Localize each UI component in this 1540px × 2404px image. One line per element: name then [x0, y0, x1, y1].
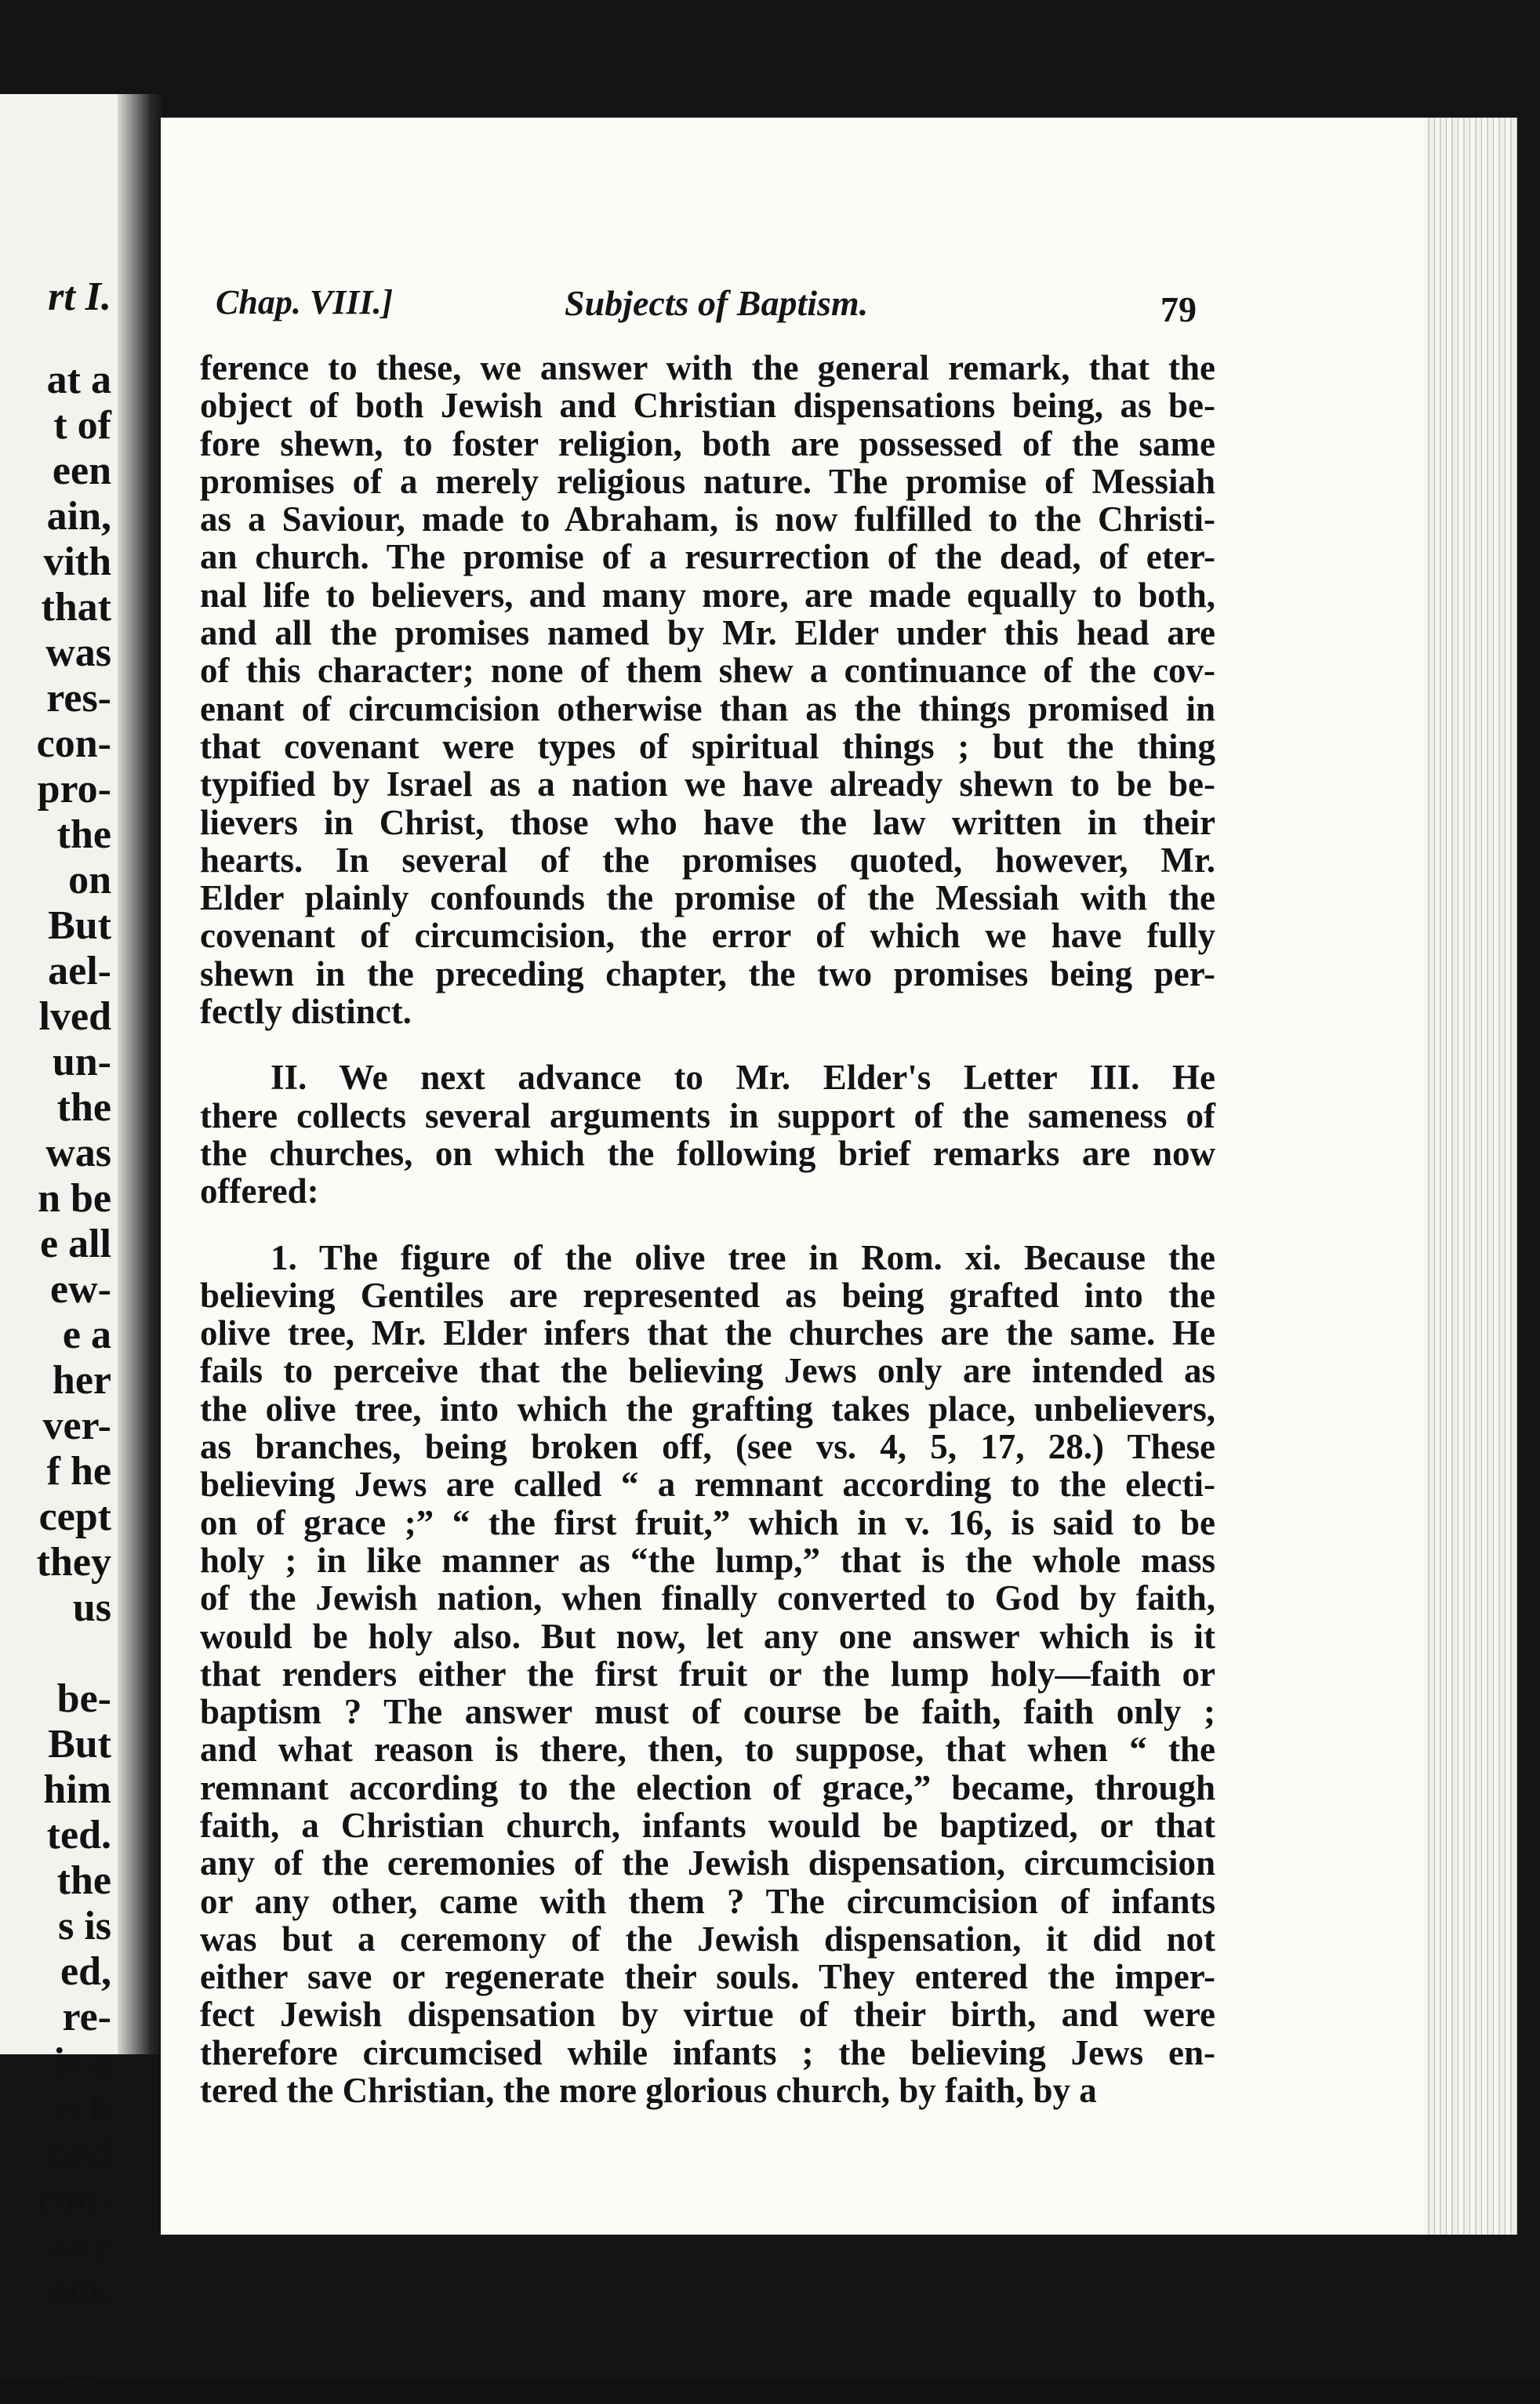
- facing-page-fragment-line: res-: [46, 676, 111, 721]
- running-title: Subjects of Baptism.: [565, 283, 869, 323]
- facing-page-fragment-line: ver-: [42, 1404, 111, 1448]
- page-number: 79: [1160, 289, 1197, 329]
- facing-page-fragment-line: is a: [53, 2040, 111, 2085]
- facing-page-fragment-line: they: [36, 1540, 111, 1585]
- facing-page-fragment-line: him: [43, 1767, 111, 1812]
- facing-page-fragment-line: ew-: [50, 1267, 111, 1312]
- text-line: therefore circumcised while infants ; the believing Jews en-: [200, 2032, 1215, 2072]
- text-line: II. We next advance to Mr. Elder's Letter III. He: [271, 1058, 1215, 1098]
- text-line: olive tree, Mr. Elder infers that the churches are the same. He: [200, 1313, 1215, 1353]
- text-line: that renders either the first fruit or the lump holy—faith or: [200, 1654, 1215, 1694]
- facing-page-fragment-line: But: [48, 1722, 111, 1767]
- text-line: nal life to believers, and many more, are made equally to both,: [200, 575, 1215, 615]
- paragraph-gap: [200, 1030, 1215, 1059]
- text-line: that covenant were types of spiritual things ; but the thing: [200, 726, 1215, 766]
- facing-page-fragment-line: that: [41, 585, 111, 630]
- facing-page-fragment-line: [2, 2313, 111, 2359]
- facing-page-fragment-line: re-: [62, 1995, 111, 2039]
- text-line: offered:: [200, 1171, 319, 1211]
- text-line: promises of a merely religious nature. The promise of Messiah: [200, 461, 1215, 501]
- text-line: hearts. In several of the promises quoted, however, Mr.: [200, 840, 1215, 880]
- page-stack-edge: [1423, 118, 1517, 2235]
- facing-page-fragment-line: een: [52, 448, 111, 493]
- facing-page-fragment-line: But: [48, 903, 111, 948]
- text-line: was but a ceremony of the Jewish dispensation, it did not: [200, 1919, 1215, 1959]
- paragraph: [200, 1239, 1215, 2110]
- facing-page-fragment-line: vith: [43, 539, 111, 584]
- facing-page-fragment-line: con-: [36, 2177, 111, 2221]
- paragraph-gap: [200, 1211, 1215, 1239]
- facing-page-fragment-line: us: [72, 1585, 111, 1630]
- paragraph: [200, 349, 1215, 1030]
- facing-page-fragment-line: cept: [38, 1494, 111, 1539]
- facing-page-fragment-line: rch: [53, 2086, 111, 2130]
- facing-page-fragment: [0, 94, 118, 2403]
- facing-page-fragment-line: was: [45, 1131, 111, 1175]
- text-line: fectly distinct.: [200, 992, 412, 1032]
- text-line: an church. The promise of a resurrection of the dead, of eter-: [200, 537, 1215, 577]
- text-line: object of both Jewish and Christian dispensations being, as be-: [200, 386, 1215, 426]
- text-line: lievers in Christ, those who have the law written in their: [200, 802, 1215, 842]
- text-line: Elder plainly confounds the promise of the Messiah with the: [200, 878, 1215, 918]
- text-line: and all the promises named by Mr. Elder under this head are: [200, 613, 1215, 653]
- chapter-label: Chap. VIII.]: [216, 283, 394, 321]
- running-head: [216, 282, 1235, 337]
- facing-page-fragment-line: em.: [49, 2268, 111, 2312]
- facing-page-fragment-line: was: [45, 630, 111, 675]
- facing-page-fragment-line: her: [52, 1358, 111, 1403]
- facing-page-fragment-line: t of: [53, 403, 111, 448]
- facing-page-fragment-line: s is: [58, 1904, 111, 1948]
- facing-page-fragment-line: con-: [36, 721, 111, 766]
- facing-page-fragment-line: ed,: [60, 1949, 111, 1994]
- facing-page-fragment-line: re-: [62, 2359, 111, 2403]
- text-line: typified by Israel as a nation we have already shewn to be be-: [200, 764, 1215, 804]
- text-line: the olive tree, into which the grafting takes place, unbelievers,: [200, 1389, 1215, 1429]
- text-line: 1. The figure of the olive tree in Rom. xi. Because the: [271, 1237, 1215, 1277]
- text-line: there collects several arguments in support of the sameness of: [200, 1095, 1215, 1135]
- facing-page-fragment-line: any: [48, 2222, 111, 2267]
- text-line: baptism ? The answer must of course be faith, faith only ;: [200, 1692, 1215, 1732]
- text-line: tered the Christian, the more glorious church, by faith, by a: [200, 2071, 1097, 2111]
- text-line: on of grace ;” “ the first fruit,” which in v. 16, is said to be: [200, 1502, 1215, 1542]
- book-gutter-shadow: [118, 94, 165, 2054]
- facing-page-fragment-line: pro-: [37, 767, 111, 812]
- text-line: of the Jewish nation, when finally converted to God by faith,: [200, 1578, 1215, 1618]
- paragraph: [200, 1059, 1215, 1210]
- facing-page-fragment-line: ael-: [48, 949, 111, 993]
- facing-page-fragment-line: un-: [52, 1040, 111, 1084]
- facing-page-fragment-line: ned: [48, 2131, 111, 2176]
- facing-page-fragment-line: the: [56, 1085, 111, 1130]
- text-line: any of the ceremonies of the Jewish dispensation, circumcision: [200, 1843, 1215, 1883]
- text-line: the churches, on which the following brief remarks are now: [200, 1133, 1215, 1173]
- text-line: fect Jewish dispensation by virtue of their birth, and were: [200, 1995, 1215, 2035]
- facing-page-fragment-line: lved: [38, 994, 111, 1039]
- text-line: or any other, came with them ? The circumcision of infants: [200, 1881, 1215, 1921]
- text-line: as branches, being broken off, (see vs. 4, 5, 17, 28.) These: [200, 1427, 1215, 1467]
- facing-page-line-ends: [2, 274, 111, 2404]
- facing-page-fragment-line: at a: [46, 358, 111, 402]
- text-line: of this character; none of them shew a continuance of the cov-: [200, 651, 1215, 691]
- facing-page-fragment-line: n be: [38, 1176, 111, 1221]
- facing-page-fragment-line: the: [56, 812, 111, 857]
- facing-page-fragment-line: e all: [40, 1222, 111, 1266]
- facing-page-fragment-line: on: [68, 858, 111, 902]
- text-line: covenant of circumcision, the error of which we have fully: [200, 916, 1215, 956]
- body-text: [200, 349, 1215, 2109]
- text-line: believing Gentiles are represented as being grafted into the: [200, 1275, 1215, 1315]
- text-line: ference to these, we answer with the general remark, that the: [200, 348, 1215, 387]
- text-line: would be holy also. But now, let any one answer which is it: [200, 1616, 1215, 1656]
- text-line: fore shewn, to foster religion, both are possessed of the same: [200, 423, 1215, 463]
- facing-page-fragment-line: rt I.: [48, 274, 111, 319]
- facing-page-fragment-line: ain,: [46, 494, 111, 539]
- facing-page-fragment-line: e a: [62, 1313, 111, 1357]
- text-line: as a Saviour, made to Abraham, is now fulfilled to the Christi-: [200, 499, 1215, 539]
- text-line: holy ; in like manner as “the lump,” that is the whole mass: [200, 1540, 1215, 1580]
- text-line: and what reason is there, then, to suppose, that when “ the: [200, 1730, 1215, 1770]
- facing-page-fragment-line: f he: [46, 1449, 111, 1494]
- text-line: believing Jews are called “ a remnant according to the electi-: [200, 1465, 1215, 1505]
- text-line: shewn in the preceding chapter, the two promises being per-: [200, 953, 1215, 993]
- facing-page-fragment-line: be-: [56, 1676, 111, 1721]
- facing-page-fragment-line: ted.: [46, 1813, 111, 1857]
- text-line: either save or regenerate their souls. They entered the imper-: [200, 1957, 1215, 1997]
- text-line: faith, a Christian church, infants would be baptized, or that: [200, 1805, 1215, 1845]
- text-line: remnant according to the election of grace,” became, through: [200, 1767, 1215, 1807]
- facing-page-fragment-line: [2, 1631, 111, 1676]
- text-line: enant of circumcision otherwise than as the things promised in: [200, 688, 1215, 728]
- facing-page-fragment-line: the: [56, 1858, 111, 1903]
- text-line: fails to perceive that the believing Jews only are intended as: [200, 1351, 1215, 1391]
